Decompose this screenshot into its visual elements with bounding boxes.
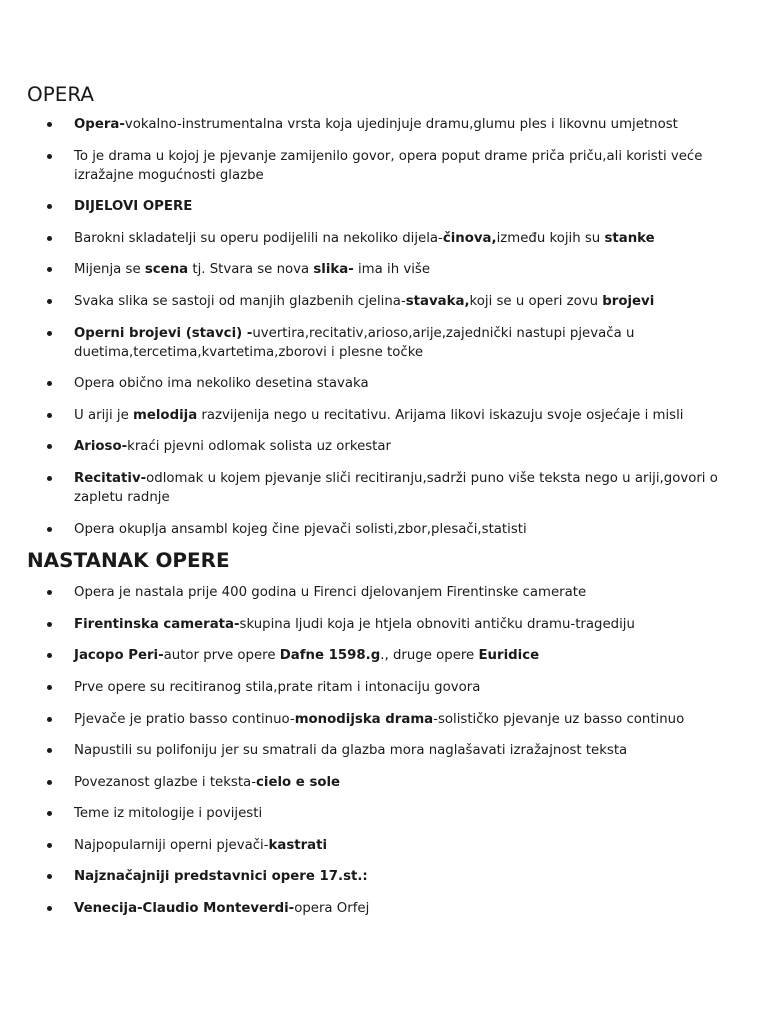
text-run: -solističko pjevanje uz basso continuo xyxy=(433,711,685,727)
document-page xyxy=(27,82,737,931)
text-run: ., druge opere xyxy=(380,648,479,664)
list-item-text xyxy=(74,712,684,727)
text-run: skupina ljudi koja je htjela obnoviti antičku dramu-tragediju xyxy=(239,616,635,632)
list-item xyxy=(27,115,737,134)
bold-run: brojevi xyxy=(602,293,655,309)
text-run: U ariji je xyxy=(74,407,133,423)
list-item-text xyxy=(74,231,655,246)
list-item-text xyxy=(74,326,634,360)
list-item xyxy=(27,292,737,311)
text-run: uvertira,recitativ,arioso,arije,zajednički nastupi pjevača u duetima,tercetima,kvartetima,zborovi i plesne točke xyxy=(74,325,635,360)
bullet-icon xyxy=(47,527,52,532)
list-item xyxy=(27,197,737,216)
bold-run: Jacopo Peri- xyxy=(74,648,164,664)
bullet-icon xyxy=(47,444,52,449)
bullet-icon xyxy=(47,267,52,272)
list-item-text xyxy=(74,901,369,916)
bullet-icon xyxy=(47,590,52,595)
list-item xyxy=(27,867,737,886)
list-item-text xyxy=(74,585,586,600)
text-run: Barokni skladatelji su operu podijelili na nekoliko dijela- xyxy=(74,230,443,246)
list-item xyxy=(27,147,737,185)
list-item-text xyxy=(74,149,702,183)
list-item xyxy=(27,374,737,393)
nastanak-bullet-list xyxy=(27,583,737,918)
text-run: Mijenja se xyxy=(74,262,145,278)
list-item-text xyxy=(74,680,480,695)
text-run: Opera obično ima nekoliko desetina stavaka xyxy=(74,376,369,392)
text-run: između kojih su xyxy=(496,230,605,246)
list-item xyxy=(27,804,737,823)
bullet-icon xyxy=(47,653,52,658)
text-run: tj. Stvara se nova xyxy=(188,262,314,278)
text-run: kraći pjevni odlomak solista uz orkestar xyxy=(127,439,392,455)
text-run: Opera okuplja ansambl kojeg čine pjevači solisti,zbor,plesači,statisti xyxy=(74,521,527,537)
list-item xyxy=(27,773,737,792)
list-item xyxy=(27,469,737,507)
list-item xyxy=(27,406,737,425)
list-item xyxy=(27,229,737,248)
list-item-text xyxy=(74,117,678,132)
bullet-icon xyxy=(47,843,52,848)
list-item-text xyxy=(74,408,683,423)
list-item xyxy=(27,615,737,634)
bullet-icon xyxy=(47,381,52,386)
bold-run: Opera- xyxy=(74,117,125,132)
list-item-text xyxy=(74,806,262,821)
list-item-text xyxy=(74,648,539,663)
bold-run: kastrati xyxy=(268,837,328,853)
bold-run: cielo e sole xyxy=(256,774,341,790)
bullet-icon xyxy=(47,299,52,304)
list-item-text xyxy=(74,262,430,277)
list-item-text xyxy=(74,376,369,391)
text-run: Povezanost glazbe i teksta- xyxy=(74,774,257,790)
list-item-text xyxy=(74,869,368,884)
bullet-icon xyxy=(47,122,52,127)
list-item xyxy=(27,646,737,665)
bullet-icon xyxy=(47,236,52,241)
list-item xyxy=(27,324,737,362)
list-item xyxy=(27,437,737,456)
bold-run: Recitativ- xyxy=(74,470,147,486)
list-item xyxy=(27,583,737,602)
bullet-icon xyxy=(47,204,52,209)
bold-run: DIJELOVI OPERE xyxy=(74,199,193,215)
bullet-icon xyxy=(47,874,52,879)
bold-run: Euridice xyxy=(478,648,540,664)
bullet-icon xyxy=(47,717,52,722)
bold-run: monodijska drama xyxy=(294,711,434,727)
opera-bullet-list xyxy=(27,115,737,539)
bold-run: slika- xyxy=(313,262,354,278)
text-run: odlomak u kojem pjevanje sliči recitiranju,sadrži puno više teksta nego u ariji,govori o zapletu radnje xyxy=(74,470,718,505)
bullet-icon xyxy=(47,154,52,159)
text-run: razvijenija nego u recitativu. Arijama likovi iskazuju svoje osjećaje i misli xyxy=(197,407,684,423)
list-item-text xyxy=(74,617,635,632)
list-item-text xyxy=(74,838,327,853)
bullet-icon xyxy=(47,685,52,690)
bold-run: Operni brojevi (stavci) - xyxy=(74,325,253,341)
list-item-text xyxy=(74,471,718,505)
section-heading-nastanak-opere: NASTANAK OPERE xyxy=(27,548,230,573)
list-item xyxy=(27,836,737,855)
text-run: Najpopularniji operni pjevači- xyxy=(74,837,269,853)
list-item-text xyxy=(74,775,340,790)
list-item-text xyxy=(74,743,627,758)
text-run: Teme iz mitologije i povijesti xyxy=(74,806,263,822)
text-run: vokalno-instrumentalna vrsta koja ujedinjuje dramu,glumu ples i likovnu umjetnost xyxy=(124,117,678,132)
bullet-icon xyxy=(47,811,52,816)
text-run: Napustili su polifoniju jer su smatrali da glazba mora naglašavati izražajnost teksta xyxy=(74,743,628,759)
list-item xyxy=(27,520,737,539)
text-run: Prve opere su recitiranog stila,prate ritam i intonaciju govora xyxy=(74,679,481,695)
list-item xyxy=(27,899,737,918)
bold-run: činova, xyxy=(442,230,497,246)
bullet-icon xyxy=(47,476,52,481)
text-run: Pjevače je pratio basso continuo- xyxy=(74,711,295,727)
text-run: autor prve opere xyxy=(163,648,280,664)
bold-run: Najznačajniji predstavnici opere 17.st.: xyxy=(74,869,368,885)
text-run: koji se u operi zovu xyxy=(469,293,603,309)
bullet-icon xyxy=(47,622,52,627)
text-run: Opera je nastala prije 400 godina u Firenci djelovanjem Firentinske camerate xyxy=(74,585,587,601)
bold-run: stanke xyxy=(604,230,655,246)
bullet-icon xyxy=(47,331,52,336)
bold-run: Firentinska camerata- xyxy=(74,616,240,632)
list-item xyxy=(27,741,737,760)
text-run: opera Orfej xyxy=(294,901,370,917)
bullet-icon xyxy=(47,906,52,911)
bold-run: melodija xyxy=(133,407,198,423)
list-item xyxy=(27,260,737,279)
list-item-text xyxy=(74,522,527,537)
bold-run: scena xyxy=(144,262,189,278)
bold-run: stavaka, xyxy=(405,293,470,309)
list-item-text xyxy=(74,439,391,454)
section-heading-opera: OPERA xyxy=(27,82,94,106)
bold-run: Venecija-Claudio Monteverdi- xyxy=(74,901,295,917)
bullet-icon xyxy=(47,413,52,418)
list-item-text xyxy=(74,199,192,214)
text-run: ima ih više xyxy=(353,262,431,278)
bullet-icon xyxy=(47,748,52,753)
text-run: To je drama u kojoj je pjevanje zamijenilo govor, opera poput drame priča priču,ali koristi veće izražajne mogućnosti glazbe xyxy=(74,148,703,183)
list-item xyxy=(27,710,737,729)
bullet-icon xyxy=(47,780,52,785)
list-item-text xyxy=(74,294,654,309)
list-item xyxy=(27,678,737,697)
bold-run: Arioso- xyxy=(74,439,128,455)
bold-run: Dafne 1598.g xyxy=(279,648,381,664)
text-run: Svaka slika se sastoji od manjih glazbenih cjelina- xyxy=(74,293,406,309)
